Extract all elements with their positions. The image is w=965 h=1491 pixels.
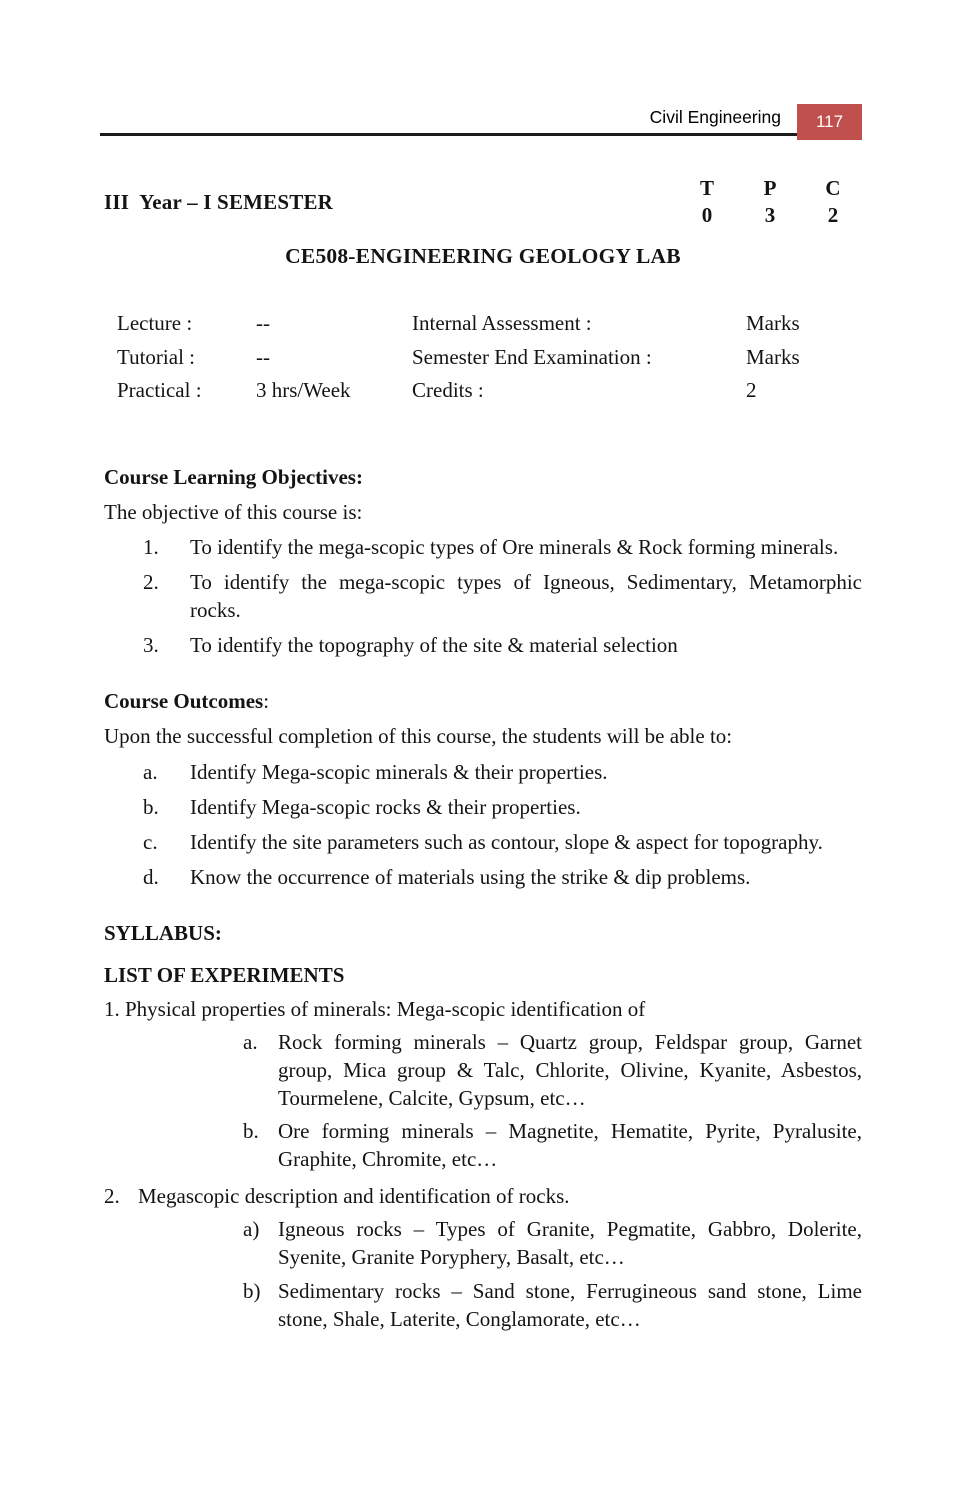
list-marker: b. [143, 794, 159, 819]
objectives-heading: Course Learning Objectives: [104, 464, 363, 489]
outcome-item-b [104, 793, 862, 821]
list-marker: 1. [143, 534, 159, 559]
info-value-semexam: Marks [746, 344, 800, 369]
header-department-label: Civil Engineering [649, 107, 781, 127]
list-marker: d. [143, 864, 159, 889]
list-marker: c. [143, 829, 158, 854]
info-value-practical: 3 hrs/Week [256, 378, 351, 402]
info-label-semexam: Semester End Examination : [412, 344, 652, 369]
list-marker: a. [143, 759, 158, 784]
tpc-value-t: 0 [701, 203, 713, 227]
course-info-table [104, 309, 862, 405]
document-content [104, 0, 862, 1333]
experiments-heading: LIST OF EXPERIMENTS [104, 962, 345, 987]
page-number: 117 [815, 112, 844, 131]
outcomes-intro: Upon the successful completion of this course, the students will be able to: [104, 723, 733, 748]
course-title: CE508-ENGINEERING GEOLOGY LAB [285, 244, 681, 268]
outcome-item-d [104, 863, 862, 891]
tpc-value-c: 2 [827, 203, 839, 227]
list-marker: b) [243, 1278, 261, 1303]
course-header-row [104, 176, 862, 228]
info-label-practical: Practical : [117, 378, 202, 402]
info-label-internal: Internal Assessment : [412, 311, 592, 335]
list-text: Sedimentary rocks – Sand stone, Ferrugineous sand stone, Lime stone, Shale, Laterite, Conglamorate, etc… [278, 1278, 862, 1331]
list-text: To identify the mega-scopic types of Igneous, Sedimentary, Metamorphic rocks. [190, 569, 862, 622]
list-text: Identify Mega-scopic minerals & their properties. [190, 759, 608, 784]
info-value-credits: 2 [746, 378, 757, 402]
outcomes-heading [104, 687, 862, 716]
list-marker: 3. [143, 632, 159, 657]
experiment-item-1: 1. Physical properties of minerals: Mega-scopic identification of [104, 996, 646, 1021]
list-text: To identify the mega-scopic types of Ore minerals & Rock forming minerals. [190, 534, 839, 559]
experiment-1-sub-b [104, 1117, 862, 1173]
list-text: Identify the site parameters such as contour, slope & aspect for topography. [190, 829, 823, 854]
outcomes-heading-colon: : [263, 688, 270, 713]
info-value-tutorial: -- [256, 344, 270, 369]
tpc-table [678, 176, 862, 228]
list-text: Igneous rocks – Types of Granite, Pegmatite, Gabbro, Dolerite, Syenite, Granite Poryphery, Basalt, etc… [278, 1216, 862, 1269]
objective-item-1 [104, 533, 862, 561]
info-value-internal: Marks [746, 311, 800, 335]
tpc-header-t: T [699, 176, 714, 200]
tpc-header-c: C [825, 176, 841, 200]
info-value-lecture: -- [256, 311, 270, 335]
list-text: Ore forming minerals – Magnetite, Hematite, Pyrite, Pyralusite, Graphite, Chromite, etc… [278, 1118, 862, 1171]
experiment-item-2 [104, 1182, 862, 1210]
info-label-credits: Credits : [412, 378, 484, 402]
list-text: Rock forming minerals – Quartz group, Feldspar group, Garnet group, Mica group & Talc, Chlorite, Olivine, Kyanite, Asbestos, Tourmelene, Calcite, Gypsum, etc… [278, 1029, 862, 1110]
list-marker: 2. [143, 569, 159, 594]
outcomes-heading-text: Course Outcomes [104, 688, 264, 713]
list-marker: a) [243, 1216, 260, 1241]
list-text: To identify the topography of the site & material selection [190, 632, 678, 657]
objective-item-3 [104, 631, 862, 659]
info-label-lecture: Lecture : [117, 311, 193, 335]
objectives-intro: The objective of this course is: [104, 499, 363, 524]
list-marker: b. [243, 1118, 259, 1143]
experiment-2-sub-a [104, 1215, 862, 1271]
info-label-tutorial: Tutorial : [117, 344, 195, 369]
experiment-1-sub-a [104, 1028, 862, 1112]
outcome-item-a [104, 758, 862, 786]
objective-item-2 [104, 568, 862, 624]
semester-title: III Year – I SEMESTER [104, 190, 334, 214]
list-marker: 2. [104, 1183, 120, 1208]
outcome-item-c [104, 828, 862, 856]
list-text: Know the occurrence of materials using the strike & dip problems. [190, 864, 751, 889]
experiment-2-sub-b [104, 1277, 862, 1333]
tpc-value-p: 3 [764, 203, 776, 227]
list-text: Identify Mega-scopic rocks & their properties. [190, 794, 581, 819]
syllabus-heading: SYLLABUS: [104, 920, 222, 945]
list-text: Megascopic description and identification of rocks. [138, 1183, 570, 1208]
tpc-header-p: P [763, 176, 777, 200]
list-marker: a. [243, 1029, 258, 1054]
